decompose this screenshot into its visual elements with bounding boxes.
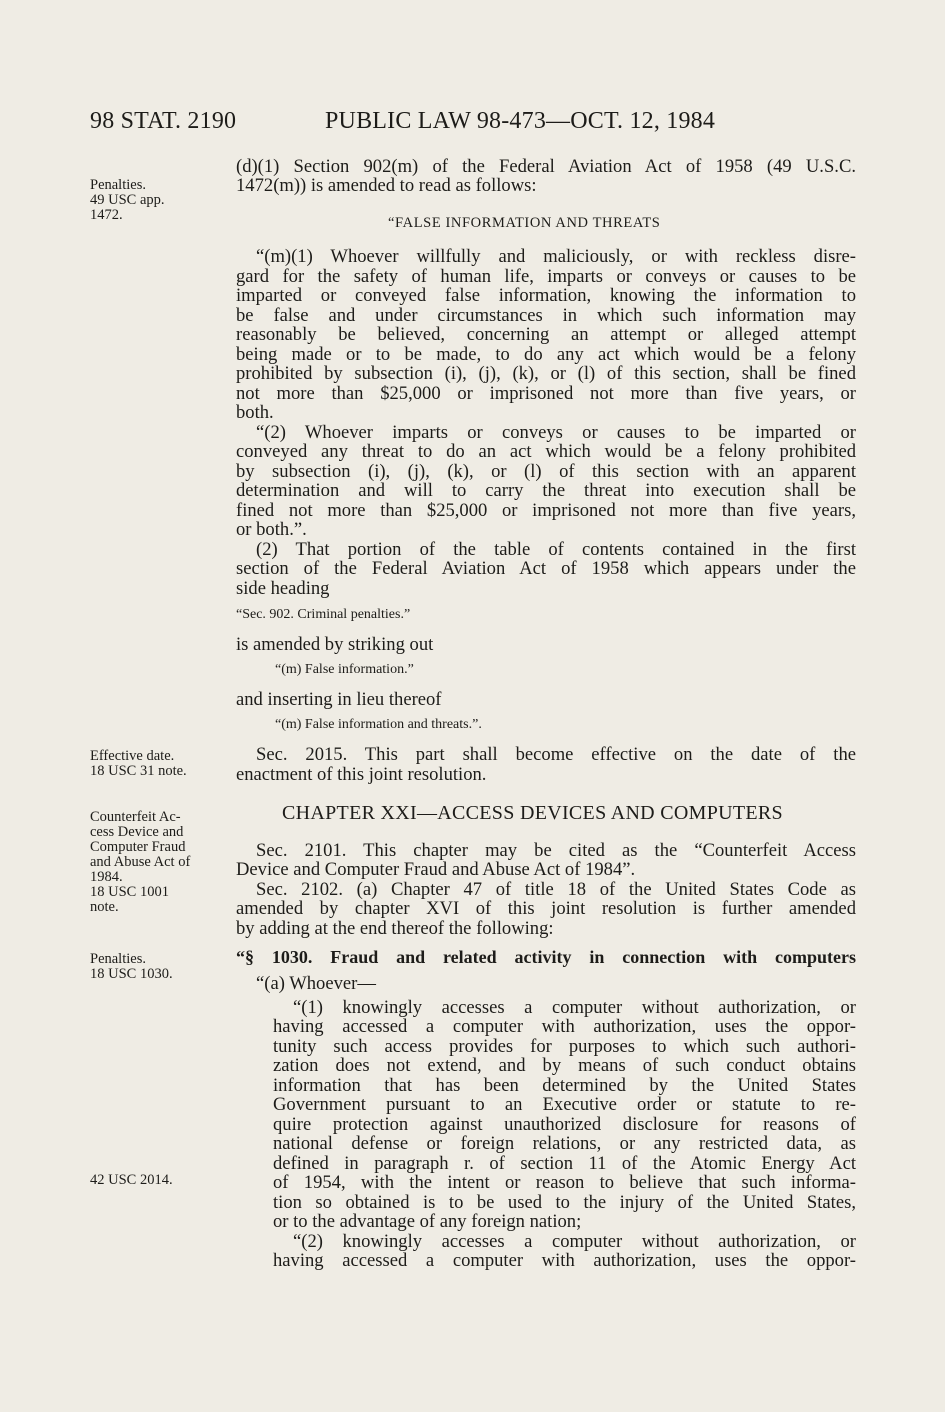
side-note-line: 18 USC 31 note.: [90, 763, 187, 779]
text-line: gard for the safety of human life, imparts or conveys or causes to be: [236, 266, 856, 287]
text-line: having accessed a computer with authorization, uses the oppor-: [273, 1250, 856, 1271]
text-line: by subsection (i), (j), (k), or (l) of this section with an apparent: [236, 461, 856, 482]
text-line: and inserting in lieu thereof: [236, 689, 442, 710]
text-line: “(2) knowingly accesses a computer without authorization, or: [293, 1231, 856, 1252]
quoted-table-entry: “Sec. 902. Criminal penalties.”: [236, 607, 411, 622]
text-line: tunity such access provides for purposes to which such authori-: [273, 1036, 856, 1057]
quoted-table-entry: “(m) False information and threats.”.: [275, 717, 482, 732]
text-line: Device and Computer Fraud and Abuse Act of 1984”.: [236, 859, 636, 880]
text-line: being made or to be made, to do any act which would be a felony: [236, 344, 856, 365]
side-note-line: 49 USC app.: [90, 192, 165, 208]
text-line: Sec. 2015. This part shall become effective on the date of the: [256, 744, 856, 765]
public-law-header: PUBLIC LAW 98-473—OCT. 12, 1984: [325, 108, 716, 134]
text-line: is amended by striking out: [236, 634, 434, 655]
side-note-line: Counterfeit Ac-: [90, 809, 181, 825]
text-line: imparted or conveyed false information, knowing the information to: [236, 285, 856, 306]
side-note-penalties-18-usc: [90, 952, 230, 982]
side-note-line: 1472.: [90, 207, 123, 223]
text-line: defined in paragraph r. of section 11 of the Atomic Energy Act: [273, 1153, 856, 1174]
section-heading-false-information: “FALSE INFORMATION AND THREATS: [388, 215, 661, 231]
side-note-42-usc-2014: [90, 1173, 230, 1188]
text-line: conveyed any threat to do an act which would be a felony prohibited: [236, 441, 856, 462]
text-line: quire protection against unauthorized disclosure for reasons of: [273, 1114, 856, 1135]
side-note-line: 1984.: [90, 869, 123, 885]
text-line: tion so obtained is to be used to the injury of the United States,: [273, 1192, 856, 1213]
section-1030-heading: “§ 1030. Fraud and related activity in connection with computers: [236, 947, 856, 967]
side-note-line: note.: [90, 899, 119, 915]
stat-page-number: 98 STAT. 2190: [90, 108, 237, 134]
text-line: determination and will to carry the threat into execution shall be: [236, 480, 856, 501]
text-line: Sec. 2101. This chapter may be cited as the “Counterfeit Access: [256, 840, 856, 861]
text-line: by adding at the end thereof the following:: [236, 918, 554, 939]
text-line: having accessed a computer with authorization, uses the oppor-: [273, 1016, 856, 1037]
text-line: be false and under circumstances in which such information may: [236, 305, 856, 326]
text-line: (d)(1) Section 902(m) of the Federal Aviation Act of 1958 (49 U.S.C.: [236, 156, 856, 177]
text-line: of 1954, with the intent or reason to believe that such informa-: [273, 1172, 856, 1193]
side-note-line: 18 USC 1030.: [90, 966, 173, 982]
side-note-line: cess Device and: [90, 824, 184, 840]
text-line: enactment of this joint resolution.: [236, 764, 487, 785]
text-line: 1472(m)) is amended to read as follows:: [236, 175, 537, 196]
text-line: zation does not extend, and by means of such conduct obtains: [273, 1055, 856, 1076]
side-note-line: Effective date.: [90, 748, 175, 764]
text-line: or to the advantage of any foreign nation;: [273, 1211, 582, 1232]
text-line: fined not more than $25,000 or imprisoned not more than five years,: [236, 500, 856, 521]
text-line: reasonably be believed, concerning an attempt or alleged attempt: [236, 324, 856, 345]
side-note-line: 18 USC 1001: [90, 884, 169, 900]
text-line: not more than $25,000 or imprisoned not more than five years, or: [236, 383, 856, 404]
side-note-counterfeit-act: [90, 810, 230, 915]
text-line: information that has been determined by the United States: [273, 1075, 856, 1096]
text-line: “(m)(1) Whoever willfully and maliciously, or with reckless disre-: [256, 246, 856, 267]
side-note-line: Penalties.: [90, 951, 146, 967]
text-line: Government pursuant to an Executive order or statute to re-: [273, 1094, 856, 1115]
text-line: or both.”.: [236, 519, 307, 540]
side-note-line: 42 USC 2014.: [90, 1172, 173, 1188]
text-line: “(1) knowingly accesses a computer without authorization, or: [293, 997, 856, 1018]
text-line: (2) That portion of the table of contents contained in the first: [256, 539, 856, 560]
text-line: section of the Federal Aviation Act of 1958 which appears under the: [236, 558, 856, 579]
side-note-line: Computer Fraud: [90, 839, 186, 855]
chapter-heading: CHAPTER XXI—ACCESS DEVICES AND COMPUTERS: [282, 802, 783, 824]
text-line: amended by chapter XVI of this joint resolution is further amended: [236, 898, 856, 919]
side-note-line: and Abuse Act of: [90, 854, 191, 870]
text-line: “(2) Whoever imparts or conveys or causes to be imparted or: [256, 422, 856, 443]
side-note-effective-date: [90, 749, 230, 779]
text-line: prohibited by subsection (i), (j), (k), or (l) of this section, shall be fined: [236, 363, 856, 384]
text-line: national defense or foreign relations, or any restricted data, as: [273, 1133, 856, 1154]
text-line: side heading: [236, 578, 330, 599]
text-line: Sec. 2102. (a) Chapter 47 of title 18 of the United States Code as: [256, 879, 856, 900]
side-note-line: Penalties.: [90, 177, 146, 193]
side-note-penalties-49-usc: [90, 178, 230, 223]
quoted-table-entry: “(m) False information.”: [275, 662, 414, 677]
text-line: both.: [236, 402, 274, 423]
text-line: “(a) Whoever—: [256, 973, 376, 994]
